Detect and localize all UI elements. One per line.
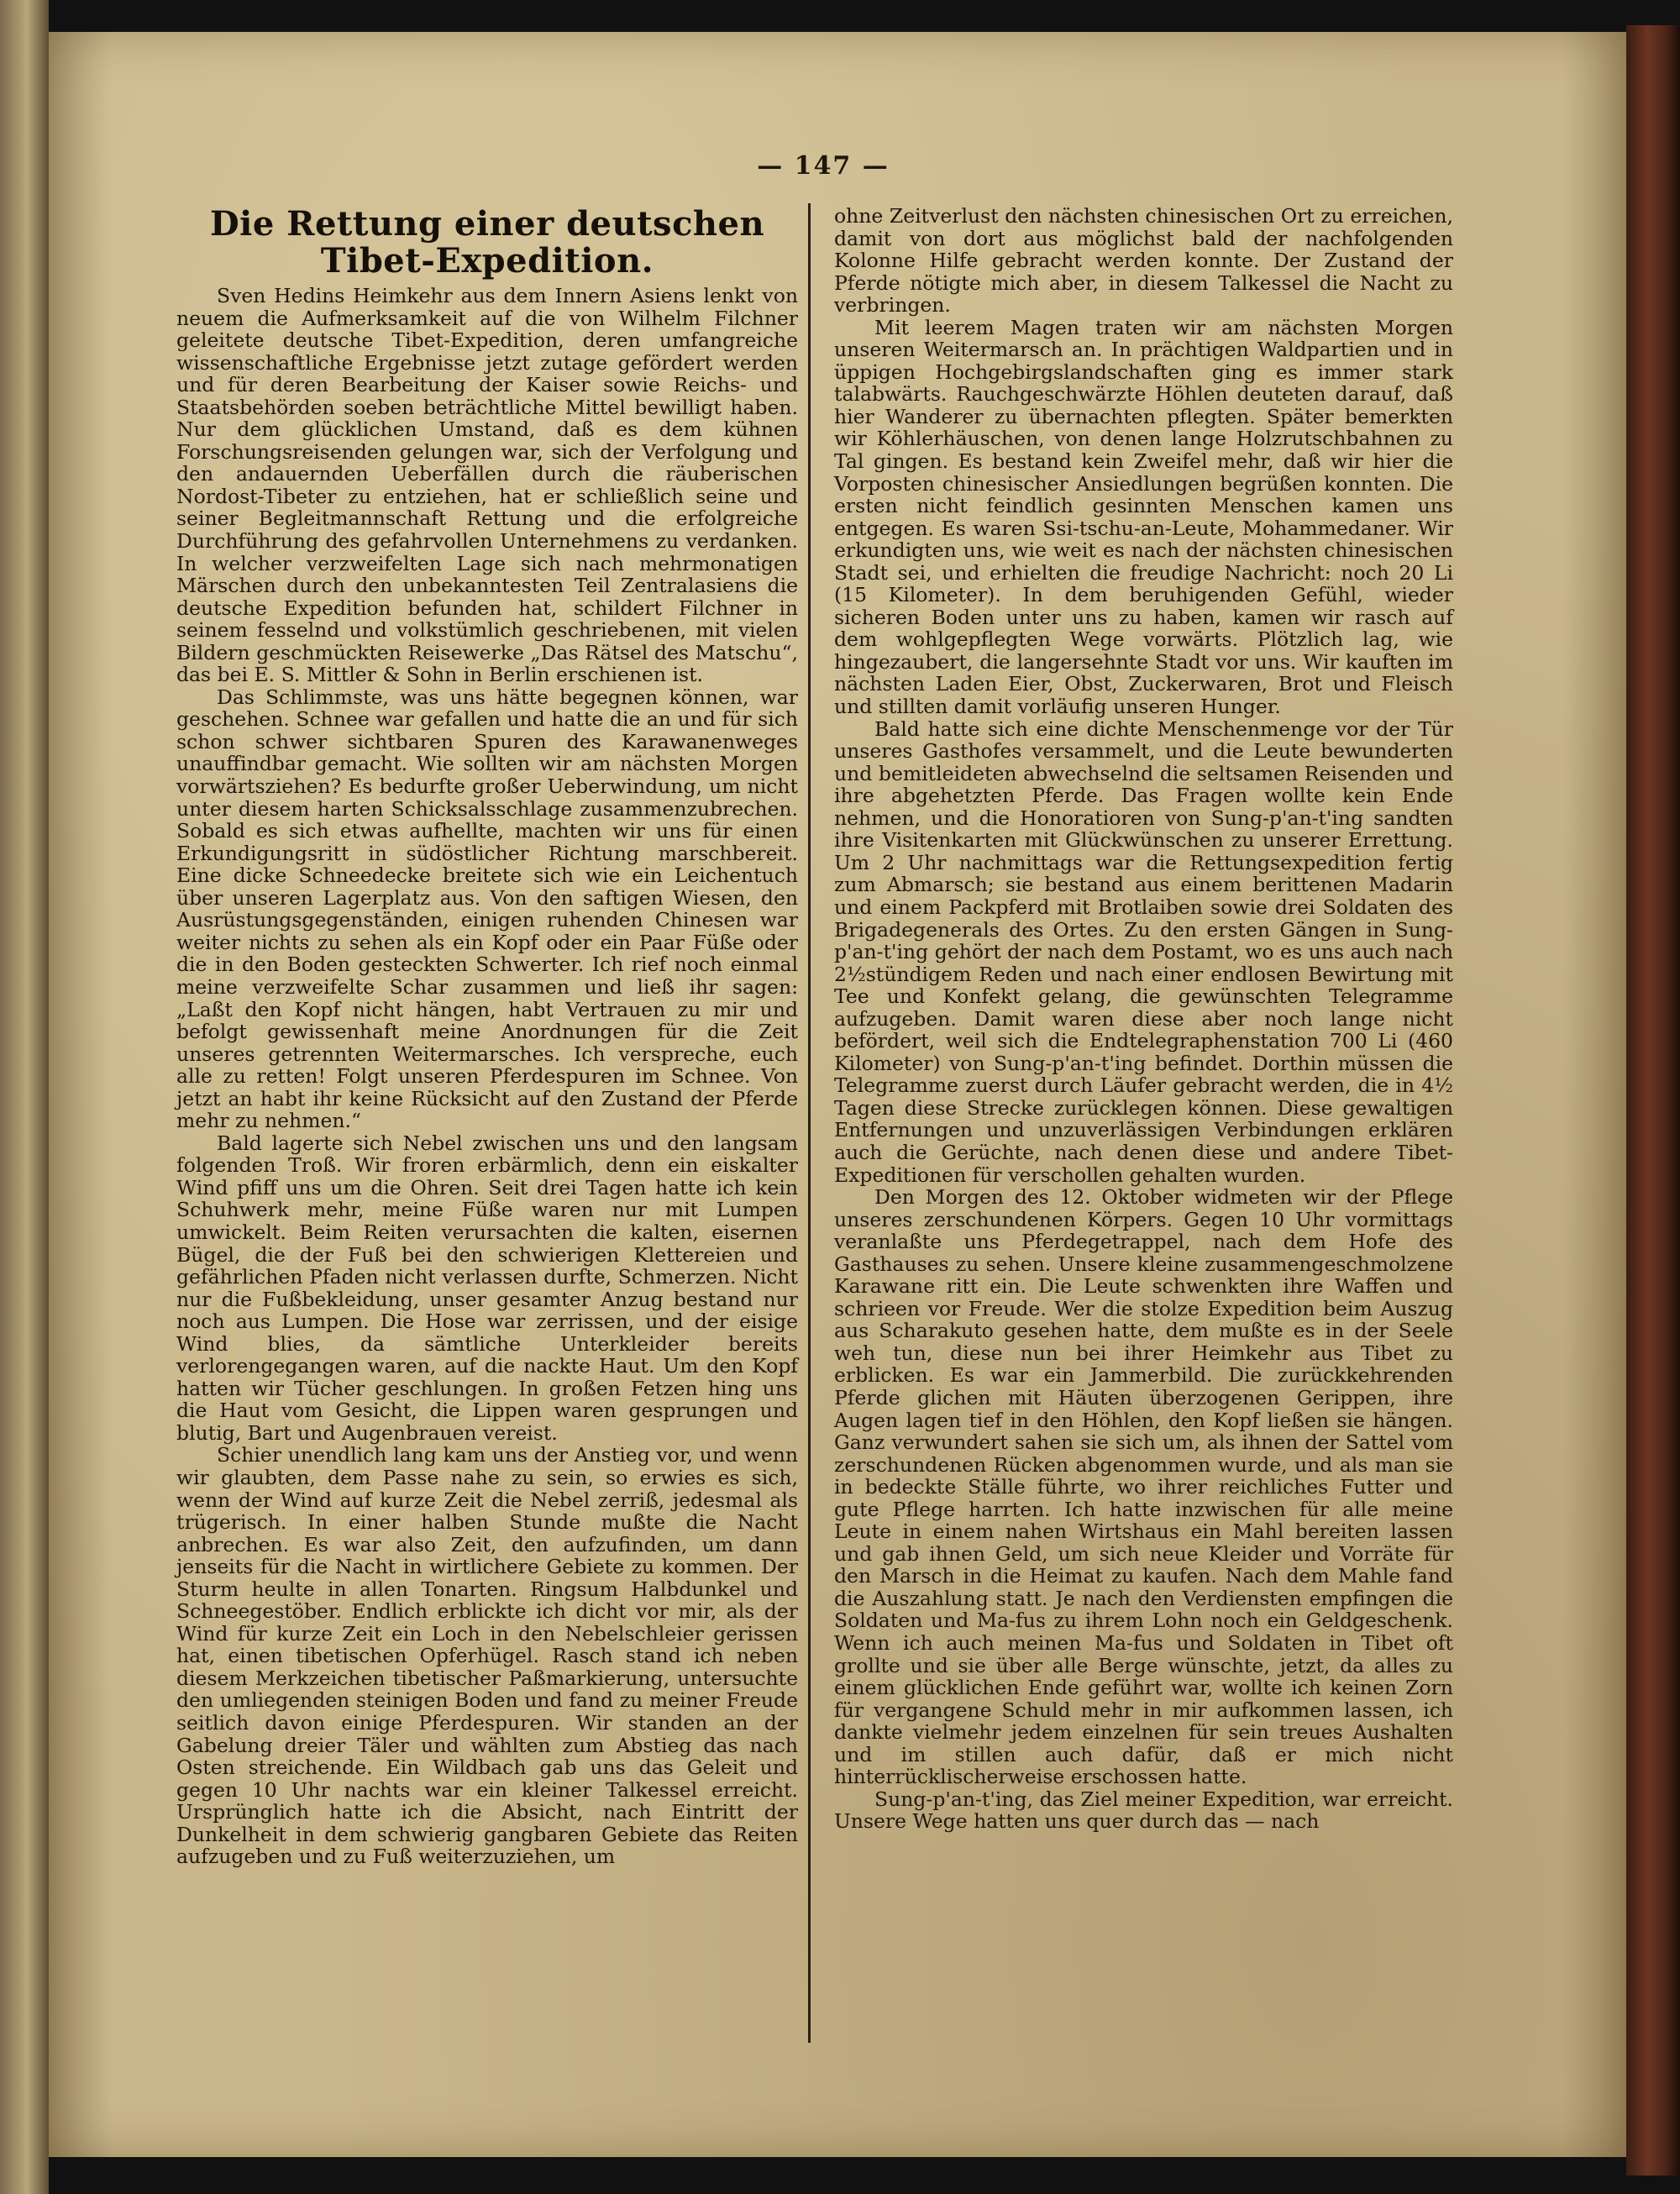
paragraph: Das Schlimmste, was uns hätte begegnen können, war geschehen. Schnee war gefallen und hatte die an und für sich schon schwer sichtbaren Spuren des Karawanenweges unauffindbar gemacht. Wie sollten wir am nächsten Morgen vorwärtsziehen? Es bedurfte großer Ueberwindung, um nicht unter diesem harten Schicksalsschlage zusammenzubrechen. Sobald es sich etwas aufhellte, machten wir uns für einen Erkundigungsritt in südöstlicher Richtung marschbereit. Eine dicke Schneedecke breitete sich wie ein Leichentuch über unseren Lagerplatz aus. Von den saftigen Wiesen, den Ausrüstungsgegenständen, einigen ruhenden Chinesen war weiter nichts zu sehen als ein Kopf oder ein Paar Füße oder die in den Boden gesteckten Schwerter. Ich rief noch einmal meine verzweifelte Schar zusammen und ließ ihr sagen: „Laßt den Kopf nicht hängen, habt Vertrauen zu mir und befolgt gewissenhaft meine Anordnungen für die Zeit unseres getrennten Weitermarsches. Ich verspreche, euch alle zu retten! Folgt unseren Pferdespuren im Schnee. Von jetzt an habt ihr keine Rücksicht auf den Zustand der Pferde mehr zu nehmen.“ xyxy=(176,685,798,1133)
paragraph-continued: ohne Zeitverlust den nächsten chinesischen Ort zu erreichen, damit von dort aus möglichst bald der nachfolgenden Kolonne Hilfe gebracht werden konnte. Der Zustand der Pferde nötigte mich aber, in diesem Talkessel die Nacht zu verbringen. xyxy=(834,204,1453,318)
paragraph: Schier unendlich lang kam uns der Anstieg vor, und wenn wir glaubten, dem Passe nahe zu sein, so erwies es sich, wenn der Wind auf kurze Zeit die Nebel zerriß, jedesmal als trügerisch. In einer halben Stunde mußte die Nacht anbrechen. Es war also Zeit, den aufzufinden, um dann jenseits für die Nacht in wirtlichere Gebiete zu kommen. Der Sturm heulte in allen Tonarten. Ringsum Halbdunkel und Schneegestöber. Endlich erblickte ich dicht vor mir, als der Wind für kurze Zeit ein Loch in den Nebelschleier gerissen hat, einen tibetischen Opferhügel. Rasch stand ich neben diesem Merkzeichen tibetischer Paßmarkierung, untersuchte den umliegenden steinigen Boden und fand zu meiner Freude seitlich davon einige Pferdespuren. Wir standen an der Gabelung dreier Täler und wählten zum Abstieg das nach Osten streichende. Ein Wildbach gab uns das Geleit und gegen 10 Uhr nachts war ein kleiner Talkessel erreicht. Ursprünglich hatte ich die Absicht, nach Eintritt der Dunkelheit in dem schwierig gangbaren Gebiete das Reiten aufzugeben und zu Fuß weiterzuziehen, um xyxy=(176,1443,798,1869)
article-title: Die Rettung einer deutschen Tibet-Expedition. xyxy=(209,204,765,281)
page-number: — 147 — xyxy=(757,151,890,181)
paragraph: Bald lagerte sich Nebel zwischen uns und den langsam folgenden Troß. Wir froren erbärmlich, denn ein eiskalter Wind pfiff uns um die Ohren. Seit drei Tagen hatte ich kein Schuhwerk mehr, meine Füße waren nur mit Lumpen umwickelt. Beim Reiten verursachten die kalten, eisernen Bügel, die der Fuß bei den schwierigen Klettereien und gefährlichen Pfaden nicht verlassen durfte, Schmerzen. Nicht nur die Fußbekleidung, unser gesamter Anzug bestand nur noch aus Lumpen. Die Hose war zerrissen, und der eisige Wind blies, da sämtliche Unterkleider bereits verlorengegangen waren, auf die nackte Haut. Um den Kopf hatten wir Tücher geschlungen. In großen Fetzen hing uns die Haut vom Gesicht, die Lippen waren gesprungen und blutig, Bart und Augenbrauen vereist. xyxy=(176,1131,798,1445)
right-column xyxy=(834,205,1453,1833)
paragraph: Den Morgen des 12. Oktober widmeten wir der Pflege unseres zerschundenen Körpers. Gegen 10 Uhr vormittags veranlaßte uns Pferdegetrappel, nach dem Hofe des Gasthauses zu sehen. Unsere kleine zusammengeschmolzene Karawane ritt ein. Die Leute schwenkten ihre Waffen und schrieen vor Freude. Wer die stolze Expedition beim Auszug aus Scharakuto gesehen hatte, dem mußte es in der Seele weh tun, diese nun bei ihrer Heimkehr aus Tibet zu erblicken. Es war ein Jammerbild. Die zurückkehrenden Pferde glichen mit Häuten überzogenen Gerippen, ihre Augen lagen tief in den Höhlen, den Kopf ließen sie hängen. Ganz verwundert sahen sie sich um, als ihnen der Sattel vom zerschundenen Rücken abgenommen wurde, und als man sie in bedeckte Ställe führte, wo ihrer reichliches Futter und gute Pflege harrten. Ich hatte inzwischen für alle meine Leute in einem nahen Wirtshaus ein Mahl bereiten lassen und gab ihnen Geld, um sich neue Kleider und Vorräte für den Marsch in die Heimat zu kaufen. Nach dem Mahle fand die Auszahlung statt. Je nach den Verdiensten empfingen die Soldaten und Ma-fus zu ihrem Lohn noch ein Geldgeschenk. Wenn ich auch meinen Ma-fus und Soldaten in Tibet oft grollte und sie über alle Berge wünschte, jetzt, da alles zu einem glücklichen Ende geführt war, wollte ich keinen Zorn für vergangene Schuld mehr in mir aufkommen lassen, ich dankte vielmehr jedem einzelnen für sein treues Aushalten und im stillen auch dafür, daß er mich nicht hinterrücklischerweise erschossen hatte. xyxy=(834,1185,1453,1789)
book-binding xyxy=(1626,25,1680,2176)
facing-page-edge xyxy=(0,0,49,2194)
paragraph: Bald hatte sich eine dichte Menschenmenge vor der Tür unseres Gasthofes versammelt, und die Leute bewunderten und bemitleideten abwechselnd die seltsamen Reisenden und ihre abgehetzten Pferde. Das Fragen wollte kein Ende nehmen, und die Honoratioren von Sung-p'an-t'ing sandten ihre Visitenkarten mit Glückwünschen zu unserer Errettung. Um 2 Uhr nachmittags war die Rettungsexpedition fertig zum Abmarsch; sie bestand aus einem berittenen Madarin und einem Packpferd mit Brotlaiben sowie drei Soldaten des Brigadegenerals des Ortes. Zu den ersten Gängen in Sung-p'an-t'ing gehört der nach dem Postamt, wo es uns auch nach 2½stündigem Reden und nach einer endlosen Bewirtung mit Tee und Konfekt gelang, die gewünschten Telegramme aufzugeben. Damit waren diese aber noch lange nicht befördert, weil sich die Endtelegraphenstation 700 Li (460 Kilometer) von Sung-p'an-t'ing befindet. Dorthin müssen die Telegramme zuerst durch Läufer gebracht werden, die in 4½ Tagen diese Strecke zurücklegen können. Diese gewaltigen Entfernungen und unzuverlässigen Verbindungen erklären auch die Gerüchte, nach denen diese und andere Tibet-Expeditionen für verschollen gehalten wurden. xyxy=(834,716,1453,1187)
paragraph: Mit leerem Magen traten wir am nächsten Morgen unseren Weitermarsch an. In prächtigen Waldpartien und in üppigen Hochgebirgslandschaften ging es immer stark talabwärts. Rauchgeschwärzte Höhlen deuteten darauf, daß hier Wanderer zu übernachten pflegten. Später bemerkten wir Köhlerhäuschen, von denen lange Holzrutschbahnen zu Tal gingen. Es bestand kein Zweifel mehr, daß wir hier die Vorposten chinesischer Ansiedlungen begrüßen konnten. Die ersten nicht feindlich gesinnten Menschen kamen uns entgegen. Es waren Ssi-tschu-an-Leute, Mohammedaner. Wir erkundigten uns, wie weit es nach der nächsten chinesischen Stadt sei, und erhielten die freudige Nachricht: noch 20 Li (15 Kilometer). In dem beruhigenden Gefühl, wieder sicheren Boden unter uns zu haben, kamen wir rasch auf dem wohlgepflegten Wege vorwärts. Plötzlich lag, wie hingezaubert, die langersehnte Stadt vor uns. Wir kauften im nächsten Laden Eier, Obst, Zuckerwaren, Brot und Fleisch und stillten damit vorläufig unseren Hunger. xyxy=(834,315,1453,719)
column-divider xyxy=(808,203,811,2043)
left-column xyxy=(176,206,798,1868)
paragraph: Sung-p'an-t'ing, das Ziel meiner Expedition, war erreicht. Unsere Wege hatten uns quer durch das — nach xyxy=(834,1787,1453,1834)
paragraph-intro: Sven Hedins Heimkehr aus dem Innern Asiens lenkt von neuem die Aufmerksamkeit auf die von Wilhelm Filchner geleitete deutsche Tibet-Expedition, deren umfangreiche wissenschaftliche Ergebnisse jetzt zutage gefördert werden und für deren Bearbeitung der Kaiser sowie Reichs- und Staatsbehörden soeben beträchtliche Mittel bewilligt haben. Nur dem glücklichen Umstand, daß es dem kühnen Forschungsreisenden gelungen war, sich der Verfolgung und den andauernden Ueberfällen durch die räuberischen Nordost-Tibeter zu entziehen, hat er schließlich seine und seiner Begleitmannschaft Rettung und die erfolgreiche Durchführung des gefahrvollen Unternehmens zu verdanken. In welcher verzweifelten Lage sich nach mehrmonatigen Märschen durch den unbekanntesten Teil Zentralasiens die deutsche Expedition befunden hat, schildert Filchner in seinem fesselnd und volkstümlich geschriebenen, mit vielen Bildern geschmückten Reisewerke „Das Rätsel des Matschu“, das bei E. S. Mittler & Sohn in Berlin erschienen ist. xyxy=(176,284,798,687)
